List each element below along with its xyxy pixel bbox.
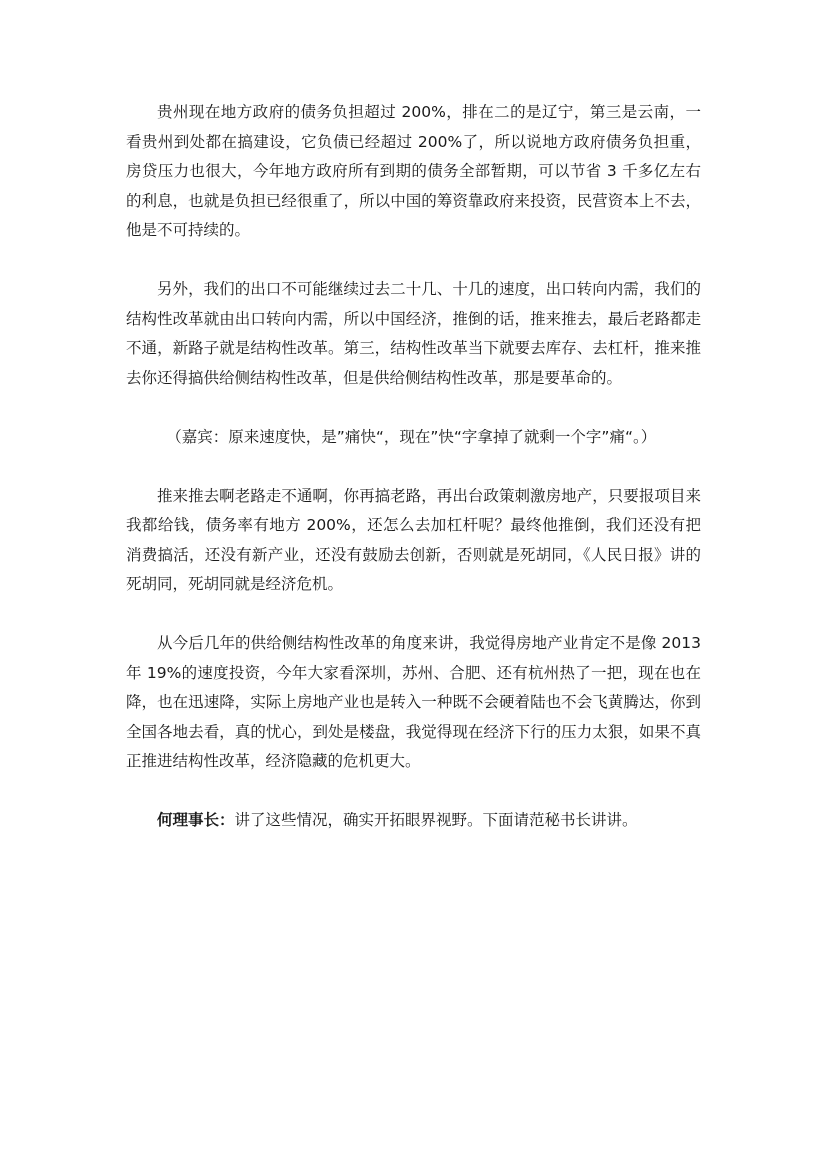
speaker-label: 何理事长： bbox=[157, 811, 235, 829]
paragraph-chairman-remark bbox=[126, 806, 701, 836]
document-body bbox=[126, 98, 701, 865]
paragraph-export-reform: 另外，我们的出口不可能继续过去二十几、十几的速度，出口转向内需，我们的结构性改革就由出口转向内需，所以中国经济，推倒的话，推来推去，最后老路都走不通，新路子就是结构性改革。第三，结构性改革当下就要去库存、去杠杆，推来推去你还得搞供给侧结构性改革，但是供给侧结构性改革，那是要革命的。 bbox=[126, 280, 701, 387]
paragraph-old-road: 推来推去啊老路走不通啊，你再搞老路，再出台政策刺激房地产，只要报项目来我都给钱，债务率有地方 200%，还怎么去加杠杆呢？最终他推倒，我们还没有把消费搞活，还没有新产业，还没有鼓励去创新，否则就是死胡同，《人民日报》讲的死胡同，死胡同就是经济危机。 bbox=[126, 486, 701, 593]
paragraph-guest-remark: （嘉宾：原来速度快，是”痛快“，现在”快“字拿掉了就剩一个字”痛“。） bbox=[166, 427, 657, 446]
speaker-text: 讲了这些情况，确实开拓眼界视野。下面请范秘书长讲讲。 bbox=[234, 811, 638, 829]
paragraph-guizhou-debt: 贵州现在地方政府的债务负担超过 200%，排在二的是辽宁，第三是云南，一看贵州到处都在搞建设，它负债已经超过 200%了，所以说地方政府债务负担重，房贷压力也很大，今年地方政府所有到期的债务全部暂期，可以节省 3 千多亿左右的利息，也就是负担已经很重了，所以中国的筹资靠政府来投资，民营资本上不去，他是不可持续的。 bbox=[126, 103, 701, 239]
paragraph-real-estate: 从今后几年的供给侧结构性改革的角度来讲，我觉得房地产业肯定不是像 2013 年 19%的速度投资，今年大家看深圳，苏州、合肥、还有杭州热了一把，现在也在降，也在迅速降，实际上房地产业也是转入一种既不会硬着陆也不会飞黄腾达，你到全国各地去看，真的忧心，到处是楼盘，我觉得现在经济下行的压力太狠，如果不真正推进结构性改革，经济隐藏的危机更大。 bbox=[126, 634, 701, 770]
